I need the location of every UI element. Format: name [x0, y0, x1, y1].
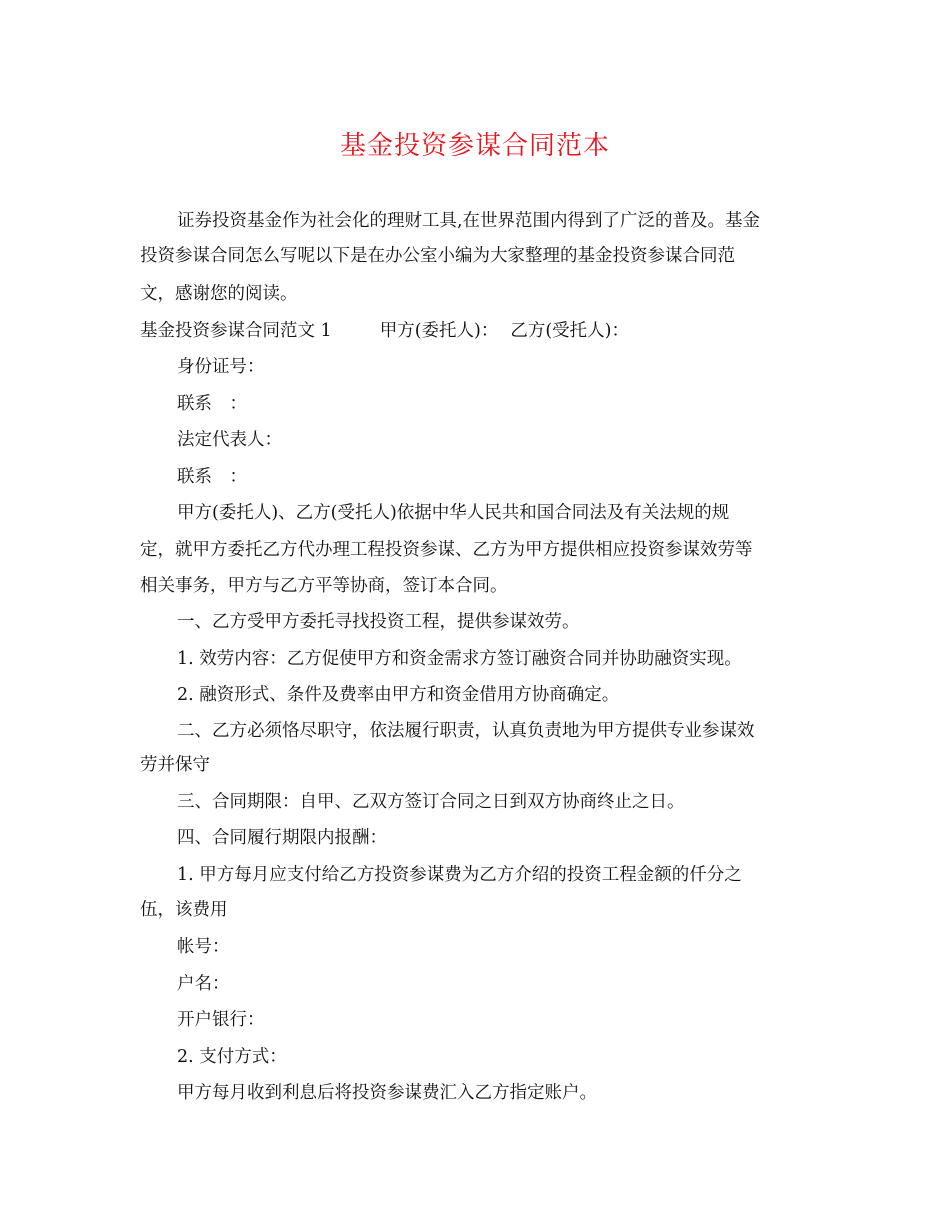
clause-1-2: 2. 融资形式、条件及费率由甲方和资金借用方协商确定。: [177, 685, 620, 705]
clause-3: 三、合同期限：自甲、乙双方签订合同之日到双方协商终止之日。: [177, 792, 685, 812]
clause-2-line-2: 劳并保守: [140, 755, 210, 775]
party-b-label: 乙方(受托人)：: [510, 321, 630, 341]
id-number-field: 身份证号：: [177, 357, 265, 377]
payment-method-text: 甲方每月收到利息后将投资参谋费汇入乙方指定账户。: [177, 1083, 597, 1103]
account-name-field: 户名：: [177, 974, 230, 994]
account-number-field: 帐号：: [177, 937, 230, 957]
clause-1-1: 1. 效劳内容：乙方促使甲方和资金需求方签订融资合同并协助融资实现。: [177, 649, 742, 669]
contact-field-2: 联系 ：: [177, 467, 247, 487]
preamble-line-2: 定，就甲方委托乙方代办理工程投资参谋、乙方为甲方提供相应投资参谋效劳等: [140, 540, 753, 560]
bank-field: 开户银行：: [177, 1010, 265, 1030]
clause-4-2: 2. 支付方式：: [177, 1047, 287, 1067]
clause-4: 四、合同履行期限内报酬：: [177, 828, 387, 848]
preamble-line-1: 甲方(委托人)、乙方(受托人)依据中华人民共和国合同法及有关法规的规: [177, 503, 730, 523]
heading-line: [140, 318, 629, 344]
legal-representative-field: 法定代表人：: [177, 430, 282, 450]
sample-heading: 基金投资参谋合同范文 1: [140, 321, 332, 341]
preamble-line-3: 相关事务，甲方与乙方平等协商，签订本合同。: [140, 576, 508, 596]
intro-line-1: 证券投资基金作为社会化的理财工具,在世界范围内得到了广泛的普及。基金: [177, 211, 761, 231]
clause-4-1-line-1: 1. 甲方每月应支付给乙方投资参谋费为乙方介绍的投资工程金额的仟分之: [177, 865, 742, 885]
intro-line-3: 文，感谢您的阅读。: [140, 284, 298, 304]
intro-line-2: 投资参谋合同怎么写呢以下是在办公室小编为大家整理的基金投资参谋合同范: [140, 246, 735, 266]
document-title: 基金投资参谋合同范本: [339, 131, 610, 161]
clause-1: 一、乙方受甲方委托寻找投资工程，提供参谋效劳。: [177, 612, 580, 632]
clause-4-1-line-2: 伍，该费用: [140, 900, 228, 920]
clause-2-line-1: 二、乙方必须恪尽职守，依法履行职责，认真负责地为甲方提供专业参谋效: [177, 721, 755, 741]
contact-field-1: 联系 ：: [177, 394, 247, 414]
party-a-label: 甲方(委托人)：: [379, 321, 499, 341]
